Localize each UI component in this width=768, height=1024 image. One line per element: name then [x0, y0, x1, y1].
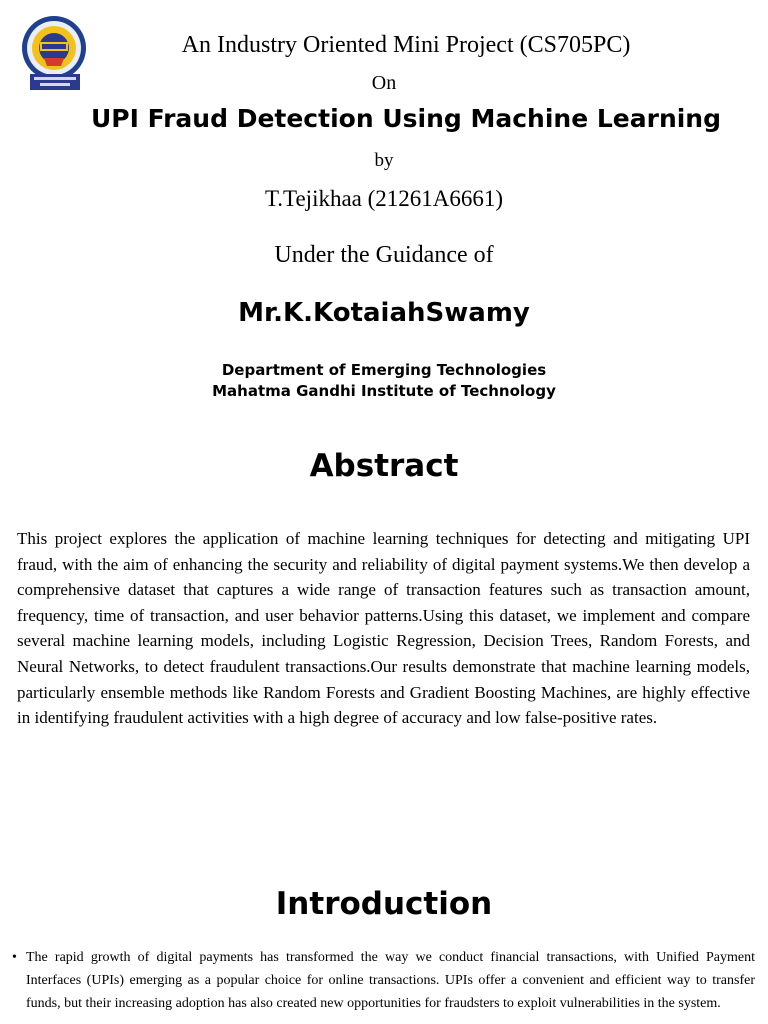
abstract-heading: Abstract: [309, 448, 459, 484]
introduction-list: [12, 946, 755, 1015]
guide-name: Mr.K.KotaiahSwamy: [238, 298, 530, 328]
author-name: T.Tejikhaa (21261A6661): [264, 186, 504, 211]
project-title: UPI Fraud Detection Using Machine Learning: [90, 104, 722, 133]
bullet-icon: •: [12, 950, 17, 965]
department-name: Department of Emerging Technologies: [221, 361, 547, 379]
list-item: [12, 946, 755, 1015]
course-title: An Industry Oriented Mini Project (CS705PC): [181, 32, 631, 58]
introduction-heading: Introduction: [275, 886, 493, 922]
by-text: by: [374, 150, 394, 171]
introduction-item-text: The rapid growth of digital payments has transformed the way we conduct financial transactions, with Unified Payment Interfaces (UPIs) emerging as a popular choice for online transactions. UPIs offer a convenient and efficient way to transfer funds, but their increasing adoption has also created new opportunities for fraudsters to exploit vulnerabilities in the system.: [26, 950, 755, 1011]
guidance-label: Under the Guidance of: [274, 242, 494, 268]
abstract-paragraph: This project explores the application of machine learning techniques for detecting and mitigating UPI fraud, with the aim of enhancing the security and reliability of digital payment systems.We then develop a comprehensive dataset that captures a wide range of transaction features such as transaction amount, frequency, time of transaction, and user behavior patterns.Using this dataset, we implement and compare several machine learning models, including Logistic Regression, Decision Trees, Random Forests, and Neural Networks, to detect fraudulent transactions.Our results demonstrate that machine learning models, particularly ensemble methods like Random Forests and Gradient Boosting Machines, are highly effective in identifying fraudulent activities with a high degree of accuracy and low false-positive rates.: [17, 529, 750, 728]
on-text: On: [371, 72, 397, 94]
institute-name: Mahatma Gandhi Institute of Technology: [212, 382, 556, 400]
